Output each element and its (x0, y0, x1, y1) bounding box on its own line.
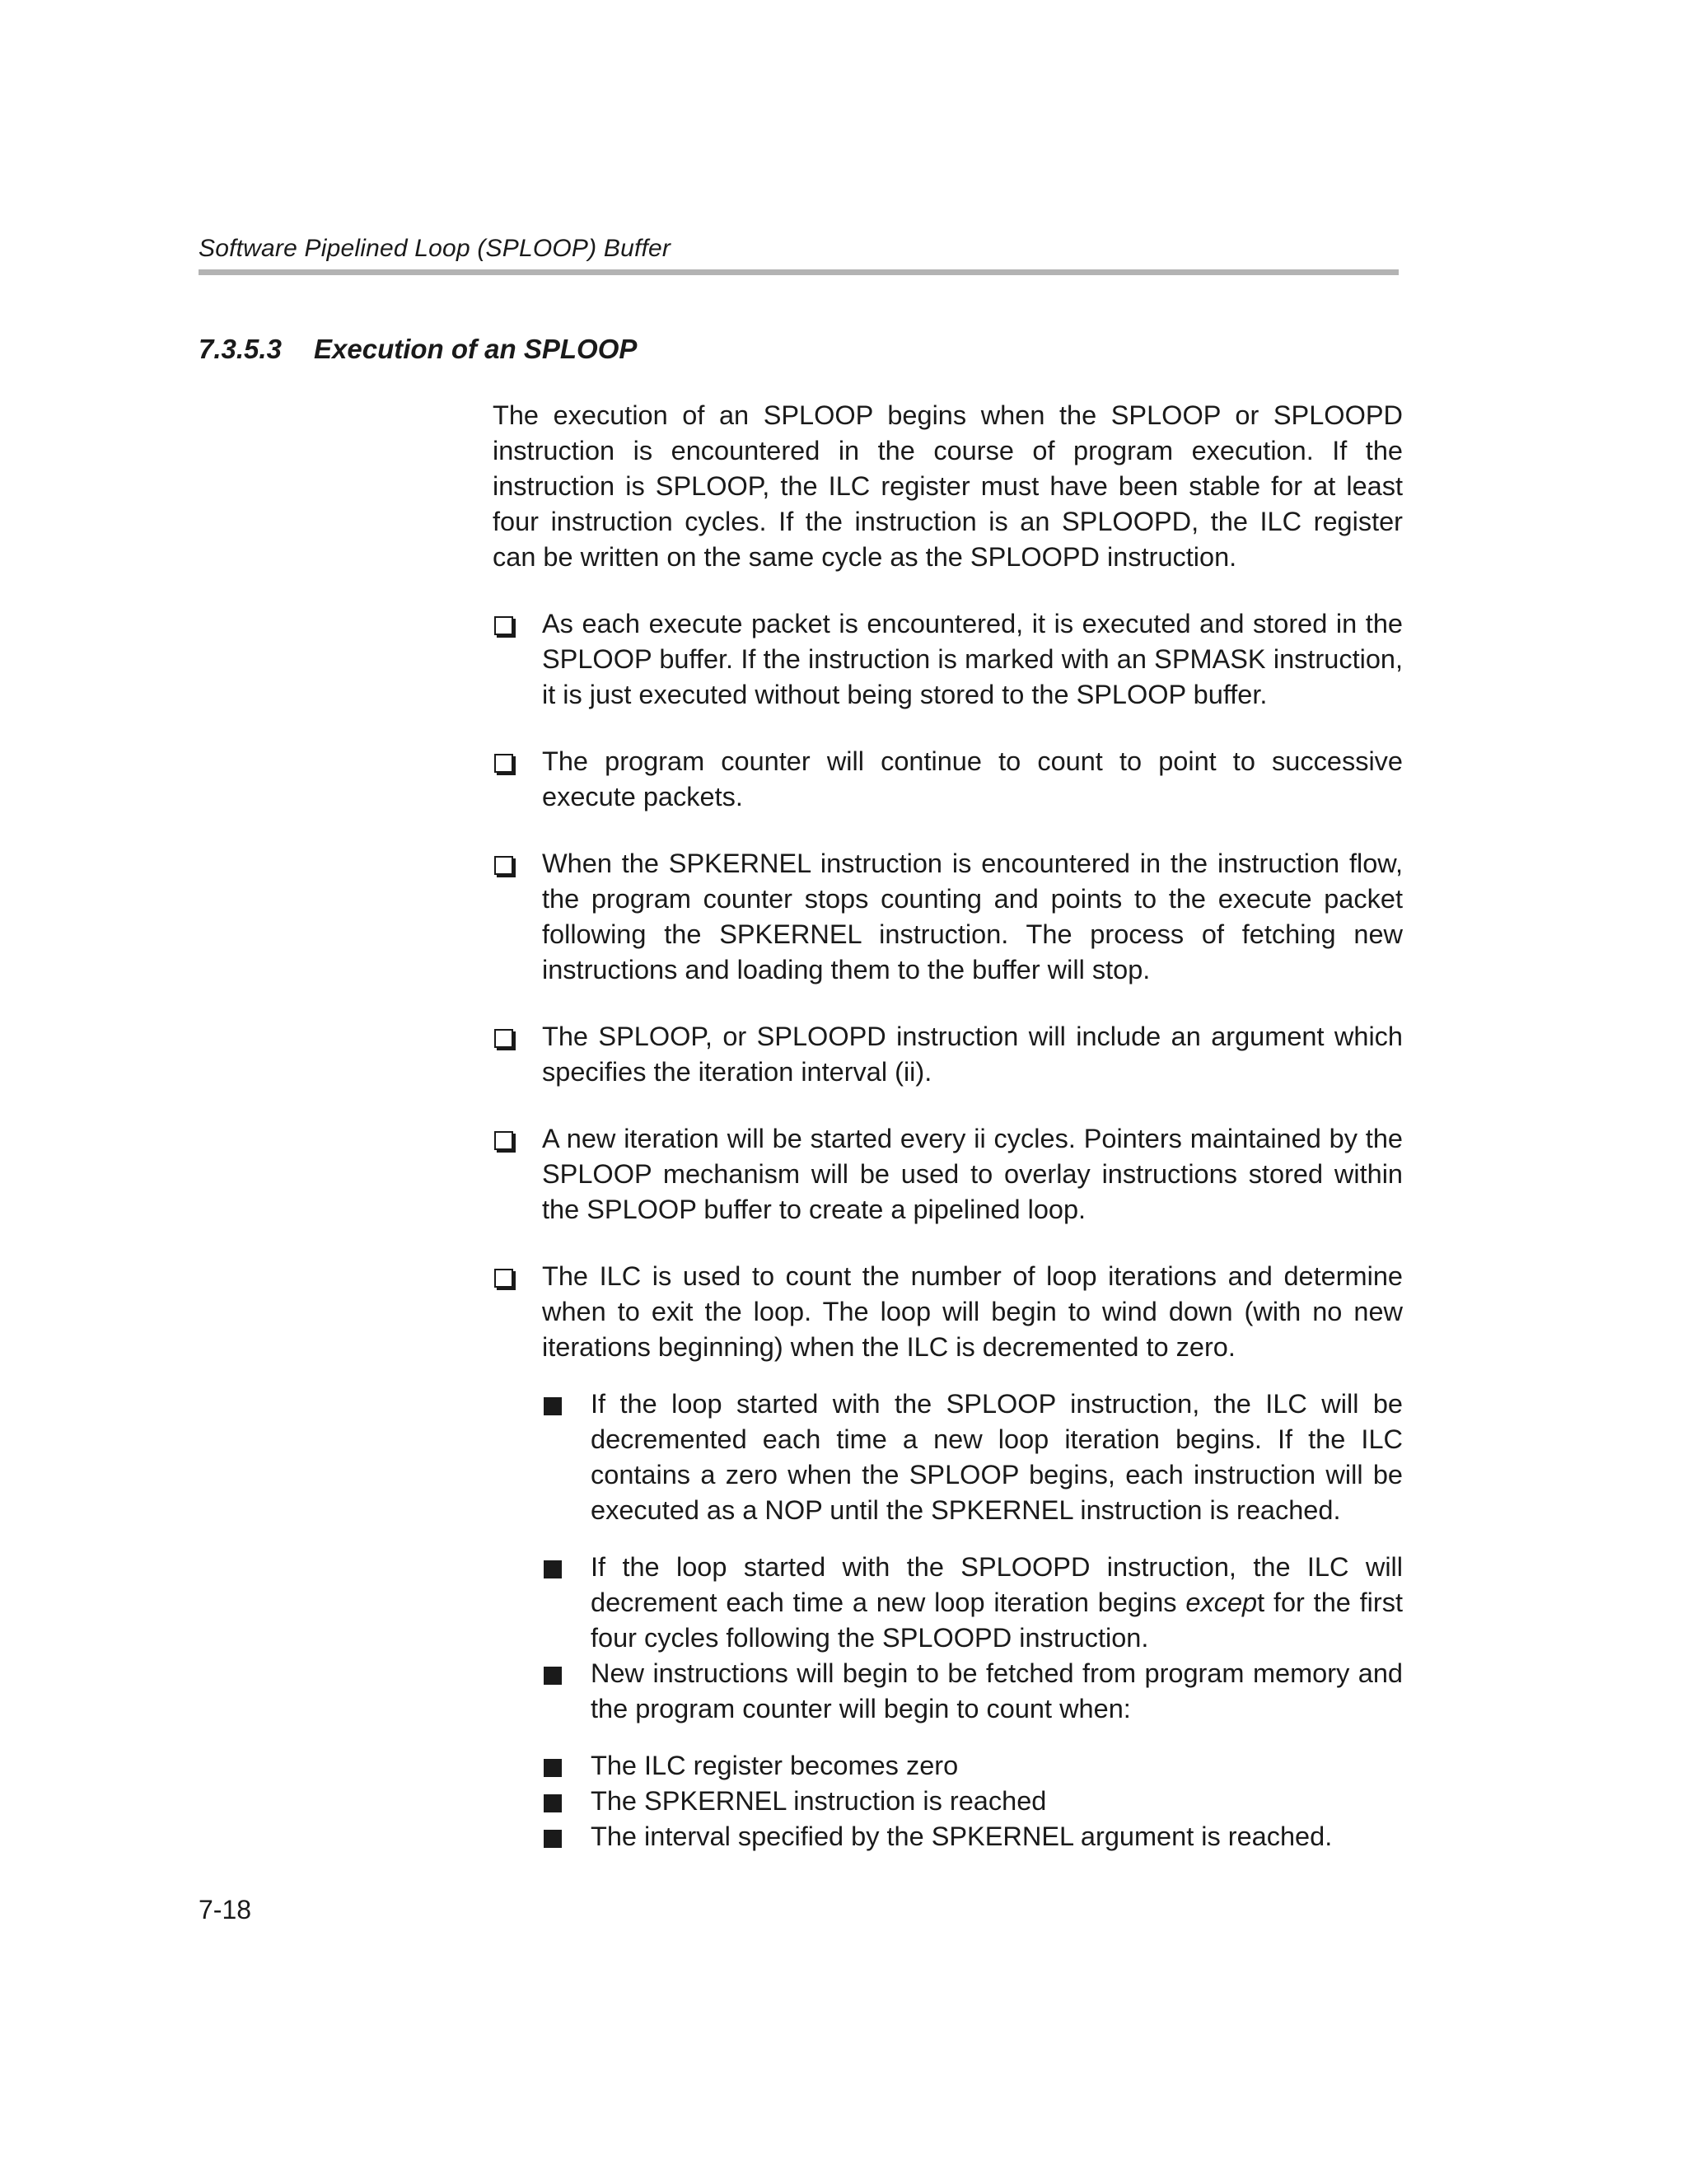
checklist-item-text: The program counter will continue to count to point to successive execute packets. (542, 746, 1403, 811)
square-bullet-icon (544, 1560, 562, 1578)
checklist-item-text: A new iteration will be started every ii cycles. Pointers maintained by the SPLOOP mechanism will be used to overlay instructions stored within the SPLOOP buffer to create a pipelined loop. (542, 1124, 1403, 1224)
sub-bullet-item (542, 1550, 1403, 1656)
sub-bullet-italic: excep (1185, 1588, 1258, 1617)
checkbox-icon (494, 616, 513, 635)
square-bullet-icon (544, 1667, 562, 1685)
section-title: Execution of an SPLOOP (314, 334, 638, 364)
sub-bullet-text: The interval specified by the SPKERNEL argument is reached. (591, 1822, 1333, 1851)
sub-bullet-text-cont: t for the first four cycles following the SPLOOPD instruction. (591, 1588, 1404, 1653)
sub-bullet-item (542, 1819, 1403, 1854)
sub-bullet-item (542, 1784, 1403, 1819)
checklist-item (493, 744, 1403, 815)
checklist (493, 606, 1403, 1854)
sub-bullet-text: New instructions will begin to be fetched from program memory and the program counter will begin to count when: (591, 1658, 1403, 1723)
checklist-item (493, 1121, 1403, 1228)
body-column (493, 398, 1403, 1854)
square-bullet-icon (544, 1830, 562, 1848)
checkbox-icon (494, 754, 513, 773)
header-rule (199, 269, 1399, 275)
checklist-item-text: The SPLOOP, or SPLOOPD instruction will include an argument which specifies the iteration interval (ii). (542, 1022, 1403, 1087)
checklist-item (493, 1259, 1403, 1854)
sub-bullet-text: If the loop started with the SPLOOP instruction, the ILC will be decremented each time a new loop iteration begins. If the ILC contains a zero when the SPLOOP begins, each instruction will be executed as a NOP until the SPKERNEL instruction is reached. (591, 1389, 1403, 1525)
sub-bullet-item (542, 1748, 1403, 1784)
checklist-item-text: As each execute packet is encountered, it is executed and stored in the SPLOOP buffer. If the instruction is marked with an SPMASK instruction, it is just executed without being stored to the SPLOOP buffer. (542, 609, 1403, 709)
sub-bullet-text: The ILC register becomes zero (591, 1751, 959, 1780)
checkbox-icon (494, 856, 513, 875)
checkbox-icon (494, 1131, 513, 1150)
checklist-item-text: The ILC is used to count the number of loop iterations and determine when to exit the loop. The loop will begin to wind down (with no new iterations beginning) when the ILC is decremented to zero. (542, 1261, 1403, 1362)
checklist-item (493, 606, 1403, 713)
sub-bullet-item (542, 1387, 1403, 1528)
square-bullet-icon (544, 1794, 562, 1812)
checkbox-icon (494, 1269, 513, 1288)
square-bullet-icon (544, 1759, 562, 1777)
checklist-item (493, 1019, 1403, 1090)
running-header: Software Pipelined Loop (SPLOOP) Buffer (199, 235, 671, 262)
checkbox-icon (494, 1029, 513, 1048)
checklist-item-text: When the SPKERNEL instruction is encountered in the instruction flow, the program counter stops counting and points to the execute packet following the SPKERNEL instruction. The process of fetching new instructions and loading them to the buffer will stop. (542, 849, 1403, 984)
section-number: 7.3.5.3 (199, 334, 282, 364)
sub-bullet-item (542, 1656, 1403, 1727)
page-number: 7-18 (199, 1895, 252, 1924)
sub-bullet-text: If the loop started with the SPLOOPD instruction, the ILC will decrement each time a new loop iteration begins (591, 1552, 1403, 1617)
section-heading (199, 334, 637, 365)
square-bullet-icon (544, 1397, 562, 1415)
sub-bullet-text: The SPKERNEL instruction is reached (591, 1786, 1047, 1816)
checklist-item (493, 846, 1403, 988)
intro-paragraph: The execution of an SPLOOP begins when the SPLOOP or SPLOOPD instruction is encountered in the course of program execution. If the instruction is SPLOOP, the ILC register must have been stable for at least four instruction cycles. If the instruction is an SPLOOPD, the ILC register can be written on the same cycle as the SPLOOPD instruction. (493, 400, 1403, 572)
sub-bullet-list (542, 1387, 1403, 1854)
